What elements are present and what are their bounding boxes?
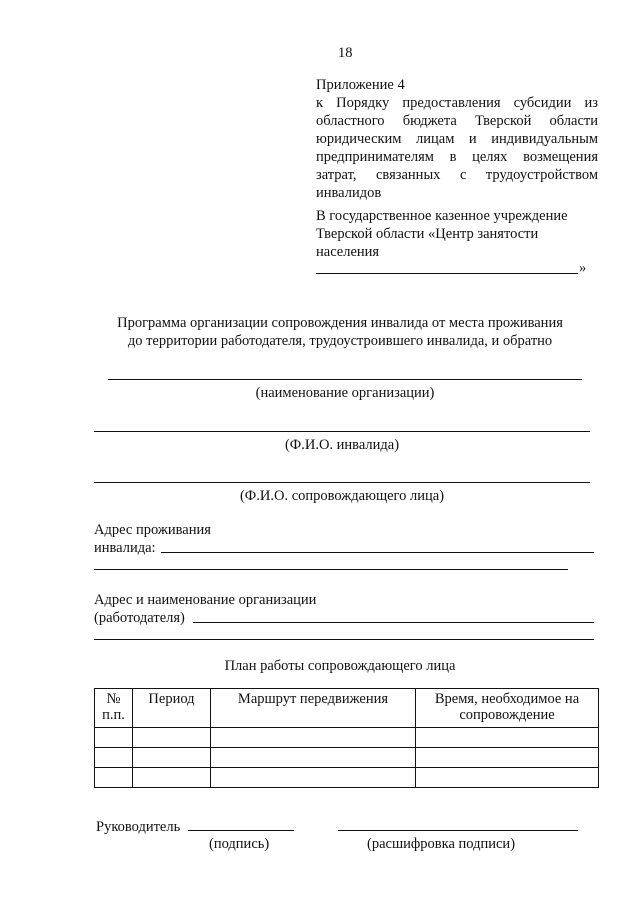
employer-input-line-1[interactable] bbox=[193, 622, 594, 623]
plan-title: План работы сопровождающего лица bbox=[224, 658, 456, 674]
page-number: 18 bbox=[338, 45, 353, 61]
table-cell[interactable] bbox=[416, 728, 599, 748]
table-cell[interactable] bbox=[133, 728, 211, 748]
col-header-number-line-1: № bbox=[106, 691, 121, 707]
decoding-line[interactable] bbox=[338, 830, 578, 831]
col-header-period: Период bbox=[133, 689, 211, 728]
table-cell[interactable] bbox=[95, 748, 133, 768]
employer-label-line-2: (работодателя) bbox=[94, 610, 185, 626]
escort-name-line[interactable] bbox=[94, 482, 590, 483]
disabled-name-caption: (Ф.И.О. инвалида) bbox=[284, 437, 400, 453]
addressee-close-quote: » bbox=[579, 260, 587, 276]
table-row bbox=[95, 768, 599, 788]
col-header-time: Время, необходимое на сопровождение bbox=[416, 689, 599, 728]
col-header-number-line-2: п.п. bbox=[102, 707, 125, 723]
disabled-name-line[interactable] bbox=[94, 431, 590, 432]
employer-input-line-2[interactable] bbox=[94, 639, 594, 640]
table-cell[interactable] bbox=[133, 768, 211, 788]
table-cell[interactable] bbox=[211, 728, 416, 748]
table-cell[interactable] bbox=[416, 768, 599, 788]
table-cell[interactable] bbox=[211, 768, 416, 788]
signature-caption: (подпись) bbox=[209, 836, 270, 852]
addressee-line-2: Тверской области «Центр занятости bbox=[316, 226, 539, 242]
decoding-caption: (расшифровка подписи) bbox=[367, 836, 516, 852]
program-title-line-2: до территории работодателя, трудоустроившего инвалида, и обратно bbox=[127, 333, 553, 349]
escort-name-caption: (Ф.И.О. сопровождающего лица) bbox=[239, 488, 445, 504]
table-row bbox=[95, 748, 599, 768]
program-title-line-1: Программа организации сопровождения инвалида от места проживания bbox=[117, 315, 563, 331]
table-cell[interactable] bbox=[211, 748, 416, 768]
employer-label-line-1: Адрес и наименование организации bbox=[94, 592, 317, 608]
signature-line[interactable] bbox=[188, 830, 294, 831]
organization-caption: (наименование организации) bbox=[255, 385, 435, 401]
plan-table bbox=[94, 688, 599, 788]
table-cell[interactable] bbox=[133, 748, 211, 768]
table-cell[interactable] bbox=[95, 768, 133, 788]
head-label: Руководитель bbox=[96, 819, 181, 835]
address-label-line-2: инвалида: bbox=[94, 540, 156, 556]
addressee-line-1: В государственное казенное учреждение bbox=[316, 208, 568, 224]
appendix-title: Приложение 4 bbox=[316, 77, 405, 93]
address-label-line-1: Адрес проживания bbox=[94, 522, 211, 538]
table-row bbox=[95, 728, 599, 748]
addressee-blank-line[interactable] bbox=[316, 273, 578, 274]
col-header-route: Маршрут передвижения bbox=[211, 689, 416, 728]
plan-header-row bbox=[95, 689, 599, 728]
address-input-line-1[interactable] bbox=[161, 552, 594, 553]
appendix-text: к Порядку предоставления субсидии из областного бюджета Тверской области юридическим лицам и индивидуальным предпринимателям в целях возмещения затрат, связанных с трудоустройством инвалидов bbox=[316, 95, 598, 201]
address-input-line-2[interactable] bbox=[94, 569, 568, 570]
table-cell[interactable] bbox=[95, 728, 133, 748]
table-cell[interactable] bbox=[416, 748, 599, 768]
addressee-line-3: населения bbox=[316, 244, 380, 260]
col-header-number bbox=[95, 689, 133, 728]
organization-name-line[interactable] bbox=[108, 379, 582, 380]
